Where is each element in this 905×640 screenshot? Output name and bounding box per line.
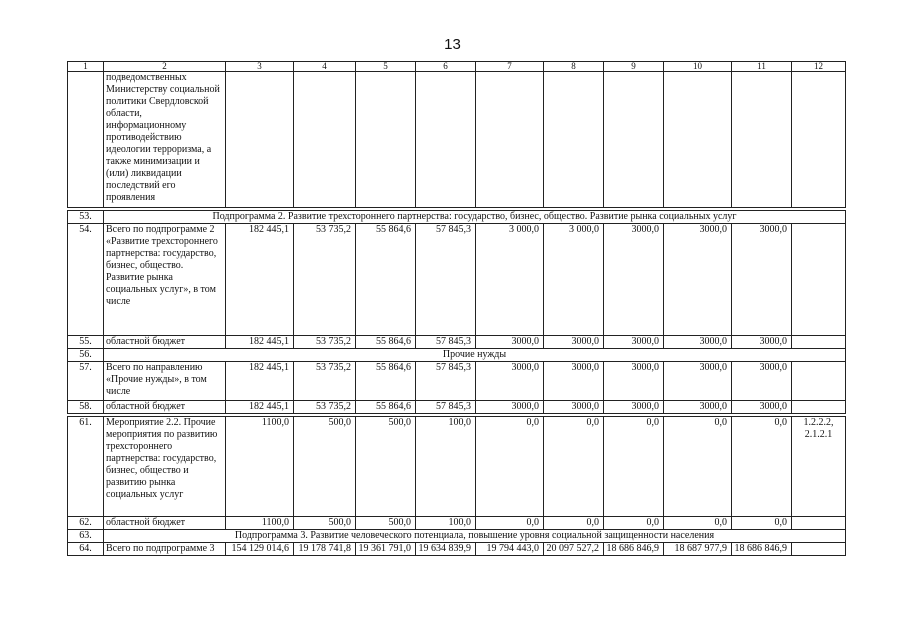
value-cell: 3000,0 [732,224,792,336]
row-description: областной бюджет [104,336,226,349]
value-cell: 0,0 [732,517,792,530]
row-number: 53. [68,211,104,224]
table-row [68,417,846,517]
value-cell: 3000,0 [732,401,792,414]
value-cell: 18 687 977,9 [664,543,732,556]
value-cell: 55 864,6 [356,362,416,401]
row-number: 61. [68,417,104,517]
value-cell: 57 845,3 [416,336,476,349]
value-cell: 154 129 014,6 [226,543,294,556]
value-cell: 1100,0 [226,517,294,530]
row-description: Мероприятие 2.2. Прочие мероприятия по развитию трехстороннего партнерства: государство, бизнес, общество и развитию рынка социальных услуг [104,417,226,517]
column-header: 12 [792,62,846,72]
value-cell: 18 686 846,9 [732,543,792,556]
row-description: областной бюджет [104,517,226,530]
row-description: Всего по подпрограмме 2 «Развитие трехстороннего партнерства: государство, бизнес, общество. Развитие рынка социальных услуг», в том числе [104,224,226,336]
reference-cell [792,543,846,556]
value-cell [544,72,604,208]
value-cell: 0,0 [604,517,664,530]
value-cell: 53 735,2 [294,401,356,414]
value-cell: 19 634 839,9 [416,543,476,556]
reference-cell [792,401,846,414]
value-cell: 0,0 [664,517,732,530]
row-number [68,72,104,208]
value-cell: 500,0 [294,517,356,530]
row-description: подведомственных Министерству социальной политики Свердловской области, информационному противодействию идеологии терроризма, а также минимизации и (или) ликвидации последствий его проявления [104,72,226,208]
value-cell: 1100,0 [226,417,294,517]
table-row [68,517,846,530]
row-number: 62. [68,517,104,530]
value-cell: 182 445,1 [226,224,294,336]
row-number: 56. [68,349,104,362]
value-cell: 100,0 [416,417,476,517]
table-row [68,72,846,208]
reference-cell [792,517,846,530]
value-cell: 3 000,0 [476,224,544,336]
value-cell: 57 845,3 [416,401,476,414]
value-cell [356,72,416,208]
value-cell: 3000,0 [604,401,664,414]
value-cell: 55 864,6 [356,401,416,414]
value-cell: 3000,0 [544,362,604,401]
value-cell: 3000,0 [544,336,604,349]
column-header: 5 [356,62,416,72]
row-number: 64. [68,543,104,556]
reference-cell [792,224,846,336]
value-cell [732,72,792,208]
value-cell: 100,0 [416,517,476,530]
value-cell: 19 794 443,0 [476,543,544,556]
value-cell: 500,0 [356,517,416,530]
section-row [68,349,846,362]
column-header: 9 [604,62,664,72]
value-cell: 3000,0 [544,401,604,414]
value-cell: 3000,0 [476,401,544,414]
value-cell: 0,0 [476,417,544,517]
value-cell: 3000,0 [476,336,544,349]
value-cell: 182 445,1 [226,336,294,349]
section-title: Прочие нужды [104,349,846,362]
value-cell: 0,0 [544,517,604,530]
value-cell: 3000,0 [732,336,792,349]
value-cell: 18 686 846,9 [604,543,664,556]
column-header: 6 [416,62,476,72]
value-cell: 500,0 [294,417,356,517]
value-cell: 20 097 527,2 [544,543,604,556]
value-cell: 0,0 [544,417,604,517]
reference-cell [792,336,846,349]
value-cell: 3000,0 [604,224,664,336]
reference-cell: 1.2.2.2, 2.1.2.1 [792,417,846,517]
column-header: 1 [68,62,104,72]
value-cell: 0,0 [604,417,664,517]
row-number: 57. [68,362,104,401]
column-header: 7 [476,62,544,72]
value-cell: 3000,0 [604,336,664,349]
budget-table [67,61,846,556]
value-cell: 55 864,6 [356,224,416,336]
value-cell: 3000,0 [664,401,732,414]
column-header: 8 [544,62,604,72]
value-cell: 3000,0 [604,362,664,401]
value-cell: 3000,0 [476,362,544,401]
section-title: Подпрограмма 3. Развитие человеческого потенциала, повышение уровня социальной защищенности населения [104,530,846,543]
value-cell: 3000,0 [664,362,732,401]
value-cell [476,72,544,208]
value-cell: 3000,0 [732,362,792,401]
column-header: 3 [226,62,294,72]
row-number: 54. [68,224,104,336]
row-description: Всего по подпрограмме 3 [104,543,226,556]
table-row [68,362,846,401]
value-cell: 0,0 [732,417,792,517]
value-cell: 0,0 [476,517,544,530]
value-cell: 57 845,3 [416,224,476,336]
value-cell [664,72,732,208]
value-cell: 3000,0 [664,224,732,336]
column-header: 11 [732,62,792,72]
row-number: 63. [68,530,104,543]
column-header: 2 [104,62,226,72]
reference-cell [792,72,846,208]
value-cell [416,72,476,208]
section-row [68,211,846,224]
table-row [68,336,846,349]
value-cell: 182 445,1 [226,401,294,414]
row-description: областной бюджет [104,401,226,414]
row-number: 55. [68,336,104,349]
value-cell: 55 864,6 [356,336,416,349]
value-cell: 500,0 [356,417,416,517]
value-cell: 53 735,2 [294,336,356,349]
row-description: Всего по направлению «Прочие нужды», в том числе [104,362,226,401]
value-cell: 3000,0 [664,336,732,349]
value-cell: 3 000,0 [544,224,604,336]
column-header: 4 [294,62,356,72]
value-cell [604,72,664,208]
value-cell: 53 735,2 [294,362,356,401]
column-header: 10 [664,62,732,72]
section-title: Подпрограмма 2. Развитие трехстороннего партнерства: государство, бизнес, общество. Развитие рынка социальных услуг [104,211,846,224]
value-cell: 57 845,3 [416,362,476,401]
page-number: 13 [444,36,461,53]
reference-cell [792,362,846,401]
value-cell [226,72,294,208]
table-row [68,543,846,556]
value-cell: 53 735,2 [294,224,356,336]
section-row [68,530,846,543]
value-cell: 0,0 [664,417,732,517]
value-cell: 19 361 791,0 [356,543,416,556]
value-cell: 182 445,1 [226,362,294,401]
table-row [68,224,846,336]
value-cell: 19 178 741,8 [294,543,356,556]
table-row [68,401,846,414]
value-cell [294,72,356,208]
header-row [68,62,846,72]
row-number: 58. [68,401,104,414]
